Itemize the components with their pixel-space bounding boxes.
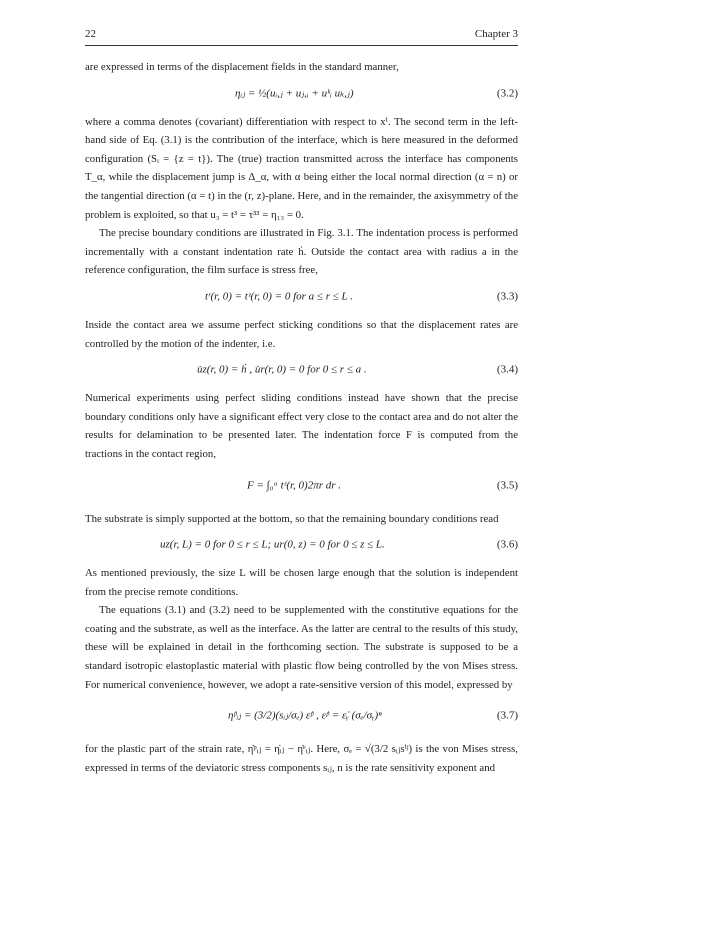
equation-body: F = ∫₀ᵃ tᶻ(r, 0)2πr dr . (247, 479, 342, 492)
equation-number: (3.6) (496, 538, 518, 551)
equation-3-5 (85, 466, 518, 506)
paragraph-5: Numerical experiments using perfect sliding conditions instead have shown that the precise boundary conditions only have a significant effect very close to the contact area and do not alter the results for delamination to be presented later. The indentation force F is computed from the tractions in the contact region, (85, 392, 518, 460)
paragraph-1: are expressed in terms of the displacement fields in the standard manner, (85, 61, 399, 73)
equation-body: u̇z(r, 0) = ḣ , u̇r(r, 0) = 0 for 0 ≤ r ≤ a . (197, 363, 367, 376)
equation-number: (3.3) (496, 290, 518, 303)
page-number: 22 (85, 28, 96, 40)
equation-body: uz(r, L) = 0 for 0 ≤ r ≤ L; ur(0, z) = 0 for 0 ≤ z ≤ L. (160, 538, 385, 551)
equation-number: (3.4) (496, 363, 518, 376)
paragraph-6: The substrate is simply supported at the bottom, so that the remaining boundary conditions read (85, 512, 499, 525)
paragraph-4: Inside the contact area we assume perfect sticking conditions so that the displacement rates are controlled by the motion of the indenter, i.e. (85, 318, 518, 350)
paragraph-2: where a comma denotes (covariant) differentiation with respect to xⁱ. The second term in the left-hand side of Eq. (3.1) is the contribution of the interface, which is here measured in the deformed configuration (Sᵢ = {z = t}). The (true) traction transmitted across the interface has components T_α, while the displacement jump is Δ_α, with α being either the local normal direction (α = n) or the tangential direction (α = t) in the (r, z)-plane. Here, and in the remainder, the axisymmetry of the problem is exploited, so that u₃ = t³ = τ³³ = η₁₃ = 0. (85, 115, 518, 221)
equation-3-4 (85, 355, 518, 385)
chapter-title: Chapter 3 (474, 28, 518, 40)
paragraph-8: The equations (3.1) and (3.2) need to be supplemented with the constitutive equations for the coating and the substrate, as well as the interface. As the latter are central to the results of this study, these will be explained in detail in the forthcoming section. The substrate is supposed to be a standard isotropic elastoplastic material with plastic flow being controlled by the von Mises stress. For numerical convenience, however, we adopt a rate-sensitive version of this model, expressed by (85, 604, 518, 691)
equation-number: (3.7) (496, 709, 518, 722)
equation-body: tʳ(r, 0) = tᶻ(r, 0) = 0 for a ≤ r ≤ L . (205, 290, 353, 303)
equation-body: η̇ᵖᵢⱼ = (3/2)(sᵢⱼ/σₑ) ε̇ᵖ , ε̇ᵖ = ε̇ᵧ (σₑ/σᵧ)ⁿ (228, 709, 382, 722)
equation-number: (3.5) (496, 479, 518, 492)
paragraph-7: As mentioned previously, the size L will be chosen large enough that the solution is independent from the precise remote conditions. (85, 567, 518, 598)
header-rule (85, 45, 518, 46)
paragraph-9: for the plastic part of the strain rate, η̇ᵖᵢⱼ = η̇ᵢⱼ − η̇ᵉᵢⱼ. Here, σₑ = √(3/2 sᵢⱼsⁱʲ) is the von Mises stress, expressed in terms of the deviatoric stress components sᵢⱼ, n is the rate sensitivity exponent and (85, 743, 518, 774)
paragraph-3: The precise boundary conditions are illustrated in Fig. 3.1. The indentation process is performed incrementally with a constant indentation rate ḣ. Outside the contact area with radius a in the reference configuration, the film surface is stress free, (85, 227, 518, 277)
equation-3-7 (85, 696, 518, 736)
equation-3-3 (85, 282, 518, 312)
equation-number: (3.2) (496, 87, 518, 100)
body-text (85, 58, 518, 777)
equation-3-2 (85, 79, 518, 109)
equation-3-6 (85, 530, 518, 560)
equation-body: ηᵢⱼ = ½(uᵢ,ⱼ + uⱼ,ᵢ + uᵏᵢ uₖ,ⱼ) (235, 87, 354, 100)
